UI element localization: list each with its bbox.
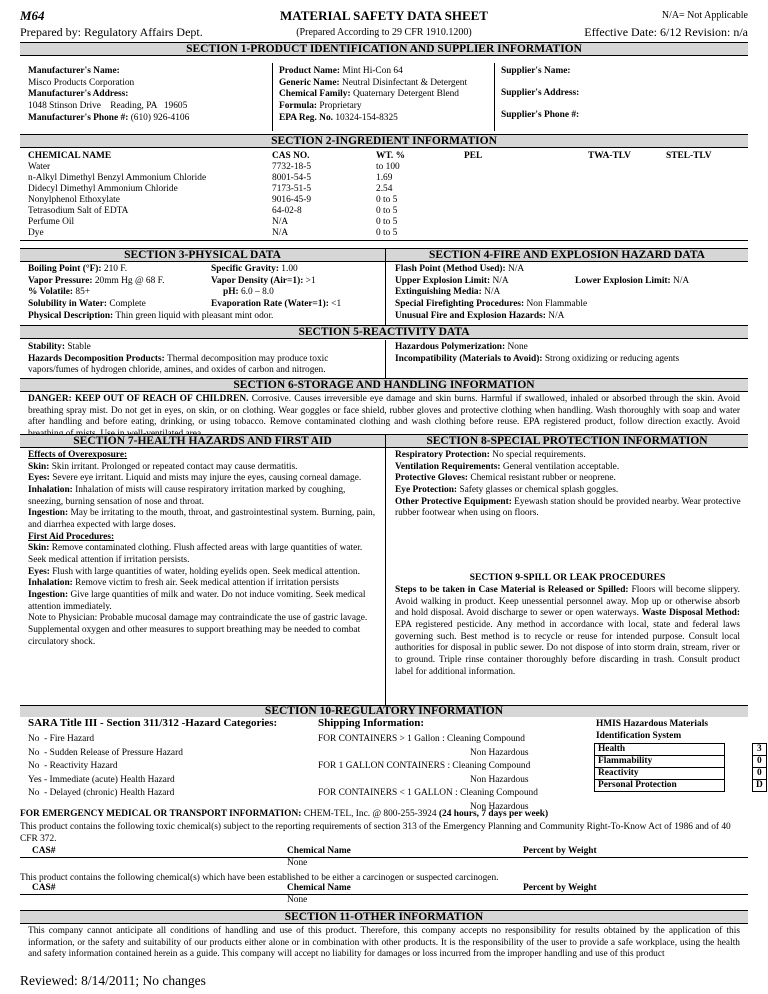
respiratory: No special requirements.: [492, 450, 586, 460]
fa-eyes: Flush with large quantities of water, holding eyelids open. Seek medical attention.: [52, 566, 360, 577]
hmis-row: Reactivity 0: [595, 768, 767, 780]
lel-label: Lower Explosion Limit:: [575, 275, 671, 286]
epa-number: 10324-154-8325: [335, 112, 398, 123]
uel: N/A: [492, 275, 509, 286]
formula: Proprietary: [319, 100, 362, 111]
shipping-list: [318, 733, 558, 814]
sara-title: SARA Title III - Section 311/312 -Hazard Categories:: [28, 717, 278, 729]
gloves: Chemical resistant rubber or neoprene.: [470, 473, 616, 484]
section-5-title: SECTION 5-REACTIVITY DATA: [20, 325, 748, 339]
fire-explosion-data: [395, 264, 745, 322]
family-label: Chemical Family:: [279, 89, 351, 100]
sara-item: No - Sudden Release of Pressure Hazard: [28, 747, 183, 758]
skin-label: Skin:: [28, 461, 50, 472]
flash-point: N/A: [508, 264, 525, 274]
ingredient-row: Didecyl Dimethyl Ammonium Chloride 7173-51-5 2.54: [28, 184, 393, 194]
section-11-title: SECTION 11-OTHER INFORMATION: [20, 910, 748, 924]
section-8-title: SECTION 8-SPECIAL PROTECTION INFORMATION: [386, 434, 748, 448]
sara-item: No - Fire Hazard: [28, 734, 95, 744]
decomposition-products: Thermal decomposition may produce toxic vapors/fumes of hydrogen chloride, amines, and oxides of carbon and nitrogen.: [28, 353, 329, 376]
extinguishing-media: N/A: [484, 287, 501, 298]
ingredient-table: [28, 151, 738, 239]
mfr-phone-label: Manufacturer's Phone #:: [28, 112, 129, 123]
volatile: 85+: [75, 287, 91, 298]
ingredient-row: Perfume Oil N/A 0 to 5: [28, 217, 398, 227]
other-info-text: This company cannot anticipate all conditions of handling and use of this product. Therefore, this company accepts no responsibility for results obtained by the application of this information, or the safety and suitability of our products either alone or in combination with other products. It is the responsibility of the user to provide a safe workplace, using the health and safety information contained herein as a guide. This company will accept no liability for damages or loss incurred from the improper handling and use of this product: [28, 926, 740, 960]
evaporation-label: Evaporation Rate (Water=1):: [211, 298, 329, 309]
col-pel: PEL: [464, 151, 483, 161]
epa-label: EPA Reg. No.: [279, 112, 333, 123]
ingestion-label: Ingestion:: [28, 508, 69, 519]
waste-disposal-label: Waste Disposal Method:: [641, 608, 741, 619]
danger-statement: DANGER: KEEP OUT OF REACH OF CHILDREN.: [28, 394, 249, 404]
emergency-label: FOR EMERGENCY MEDICAL OR TRANSPORT INFORMATION:: [20, 809, 302, 819]
spill-steps-label: Steps to be taken in Case Material is Released or Spilled:: [395, 585, 629, 595]
chem-name-label-1: Chemical Name: [287, 846, 351, 856]
ph-value: 6.0 – 8.0: [240, 287, 274, 298]
special-protection: [395, 450, 743, 520]
shipping-line: FOR 1 GALLON CONTAINERS : Cleaning Compound: [318, 761, 531, 771]
inhalation-label: Inhalation:: [28, 484, 73, 495]
hmis-title-1: HMIS Hazardous Materials: [596, 719, 708, 729]
section-313-text: This product contains the following toxic chemical(s) subject to the reporting requirements of section 313 of the Emergency Planning and Community Right-To-Know Act of 1986 and of 40 CFR 372.: [20, 822, 731, 844]
reactivity-right: [395, 342, 745, 365]
lel: N/A: [673, 275, 690, 286]
section-6-title: SECTION 6-STORAGE AND HANDLING INFORMATION: [20, 378, 748, 392]
sara-item: No - Reactivity Hazard: [28, 761, 118, 771]
ventilation: General ventilation acceptable.: [502, 461, 620, 472]
section-10-title: SECTION 10-REGULATORY INFORMATION: [20, 705, 748, 717]
product-label: Product Name:: [279, 66, 341, 76]
shipping-title: Shipping Information:: [318, 717, 425, 729]
generic-label: Generic Name:: [279, 77, 340, 88]
stability-label: Stability:: [28, 342, 65, 352]
fa-skin-label: Skin:: [28, 543, 50, 554]
ingredient-row: Water 7732-18-5 to 100: [28, 162, 400, 172]
supplier-phone-label: Supplier's Phone #:: [501, 110, 580, 120]
col-wt: WT. %: [376, 151, 405, 161]
vapor-pressure: 20mm Hg @ 68 F.: [94, 275, 165, 286]
section-9-title: SECTION 9-SPILL OR LEAK PROCEDURES: [469, 572, 666, 583]
eyes-effect: Severe eye irritant. Liquid and mists may injure the eyes, causing corneal damage.: [52, 473, 362, 484]
storage-text: Corrosive. Causes irreversible eye damage and skin burns. Harmful if swallowed, inhaled or absorbed through the skin. Avoid breathing spray mist. Do not get in eyes, on skin, or on clothing. Wear goggles or face shield, rubber gloves and protective clothing when handling. Wash thoroughly with soap and water after handling and before eating, drinking, or using tobacco. Remove contaminated clothing and wash clothing before reuse. EPA registered product, follow direction exactly. Avoid: [28, 394, 740, 428]
solubility: Complete: [109, 298, 146, 309]
firefighting-procedures: Non Flammable: [526, 298, 588, 309]
eye-protection-label: Eye Protection:: [395, 484, 458, 495]
specific-gravity-label: Specific Gravity:: [211, 264, 279, 274]
vapor-density-label: Vapor Density (Air=1):: [211, 275, 304, 286]
gloves-label: Protective Gloves:: [395, 473, 468, 484]
emergency-hours: (24 hours, 7 days per week): [438, 809, 549, 819]
emergency-contact: CHEM-TEL, Inc. @ 800-255-3924: [303, 809, 437, 819]
reviewed-note: Reviewed: 8/14/2011; No changes: [20, 973, 206, 988]
hmis-row: Personal Protection D: [595, 780, 767, 792]
shipping-line: FOR CONTAINERS < 1 GALLON : Cleaning Compound: [318, 788, 538, 798]
chemical-family: Quaternary Detergent Blend: [352, 89, 459, 100]
spill-steps: Floors will become slippery. Avoid walking in product. Keep unessential personnel away. Mop up or otherwise absorb and hold disposal. Avoid discharge to sewer or open waterways.: [395, 585, 741, 619]
supplier-address-label: Supplier's Address:: [501, 88, 580, 98]
doc-code: M64: [20, 8, 45, 23]
supplier-block: [501, 66, 741, 122]
ingredient-row: n-Alkyl Dimethyl Benzyl Ammonium Chloride 8001-54-5 1.69: [28, 173, 393, 183]
fa-skin: Remove contaminated clothing. Flush affected areas with large quantities of water. Seek medical attention if irritation persists.: [28, 543, 363, 565]
incompatibility: Strong oxidizing or reducing agents: [544, 353, 680, 364]
flash-point-label: Flash Point (Method Used):: [395, 264, 506, 274]
physician-note: Note to Physician: Probable mucosal damage may contraindicate the use of gastric lavage. Supplemental oxygen and other measures to support breathing may be needed to combat circulatory shock.: [28, 613, 368, 647]
percent-label-2: Percent by Weight: [523, 883, 597, 893]
reactivity-left: [28, 342, 380, 377]
uel-label: Upper Explosion Limit:: [395, 275, 491, 286]
physical-data: [28, 264, 383, 322]
ingestion-effect: May be irritating to the mouth, throat, and gastrointestinal system. Burning, pain, and diarrhea expected with large doses.: [28, 508, 376, 530]
shipping-status: Non Hazardous: [470, 747, 529, 758]
inhalation-effect: Inhalation of mists will cause respiratory irritation marked by coughing, sneezing, burning sensation of nose and throat.: [28, 484, 346, 507]
first-aid-title: First Aid Procedures:: [28, 531, 115, 542]
evaporation-rate: <1: [331, 298, 342, 309]
mfr-name-label: Manufacturer's Name:: [28, 66, 120, 76]
formula-label: Formula:: [279, 100, 318, 111]
polymerization: None: [507, 342, 528, 352]
hmis-table: [594, 743, 767, 792]
extinguishing-media-label: Extinguishing Media:: [395, 287, 482, 298]
unusual-hazards-label: Unusual Fire and Explosion Hazards:: [395, 310, 546, 321]
col-chemical-name: CHEMICAL NAME: [28, 151, 112, 161]
stability: Stable: [67, 342, 91, 352]
carcinogen-none: None: [287, 895, 308, 905]
eye-protection: Safety glasses or chemical splash goggles.: [459, 484, 619, 495]
prepared-by: Prepared by: Regulatory Affairs Dept.: [20, 25, 203, 39]
waste-disposal: EPA registered pesticide. Any method in accordance with local, state and federal laws governing such. Best method is to recycle or reuse for intended purpose. Consult local authorities for disposal in public sewer. Do not dispose of into storm drain, stream, river or to ground. Triple rinse container thoroughly before discarding in trash. Consult product label for additional information.: [395, 619, 740, 677]
boiling-point: 210 F.: [103, 264, 128, 274]
hmis-row: Flammability 0: [595, 756, 767, 768]
shipping-status: Non Hazardous: [470, 774, 529, 785]
section-1-title: SECTION 1-PRODUCT IDENTIFICATION AND SUPPLIER INFORMATION: [20, 42, 748, 56]
section-7-title: SECTION 7-HEALTH HAZARDS AND FIRST AID: [20, 434, 385, 448]
decomposition-label: Hazards Decomposition Products:: [28, 353, 165, 364]
fa-inhalation: Remove victim to fresh air. Seek medical attention if irritation persists: [75, 578, 339, 589]
effective-date: Effective Date: 6/12 Revision: n/a: [584, 25, 748, 39]
fa-inhalation-label: Inhalation:: [28, 578, 73, 589]
product-block: [279, 66, 494, 124]
col-stel: STEL-TLV: [666, 151, 712, 161]
physical-description-label: Physical Description:: [28, 310, 114, 321]
na-note: N/A= Not Applicable: [661, 10, 748, 21]
skin-effect: Skin irritant. Prolonged or repeated contact may cause dermatitis.: [51, 461, 298, 472]
fa-ingestion: Give large quantities of milk and water. Do not induce vomiting. Seek medical attention immediately.: [28, 589, 366, 612]
emergency-info: [20, 809, 748, 821]
carcinogen-text: This product contains the following chemical(s) which have been established to be either a carcinogen or suspected carcinogen.: [20, 873, 499, 883]
ventilation-label: Ventilation Requirements:: [395, 461, 501, 472]
mfr-address: 1048 Stinson Drive Reading, PA 19605: [28, 100, 188, 111]
boiling-point-label: Boiling Point (°F):: [28, 264, 102, 274]
hmis-row: Health 3: [595, 744, 767, 756]
fa-eyes-label: Eyes:: [28, 566, 50, 577]
sara-item: No - Delayed (chronic) Health Hazard: [28, 788, 175, 798]
supplier-name-label: Supplier's Name:: [501, 66, 571, 76]
section-2-title: SECTION 2-INGREDIENT INFORMATION: [20, 134, 748, 148]
sara-item: Yes - Immediate (acute) Health Hazard: [28, 774, 175, 785]
col-cas: CAS NO.: [272, 151, 310, 161]
prepared-according: (Prepared According to 29 CFR 1910.1200): [296, 27, 472, 38]
product-name: Mint Hi-Con 64: [342, 66, 403, 76]
solubility-label: Solubility in Water:: [28, 298, 108, 309]
health-hazards: [28, 450, 380, 648]
hmis-title-2: Identification System: [596, 731, 682, 741]
doc-title: MATERIAL SAFETY DATA SHEET: [280, 8, 488, 23]
sara-list: [28, 733, 183, 801]
toxic-none: None: [287, 858, 308, 868]
physical-description: Thin green liquid with pleasant mint odor.: [115, 310, 274, 321]
other-equipment-label: Other Protective Equipment:: [395, 496, 512, 507]
shipping-line: FOR CONTAINERS > 1 Gallon : Cleaning Compound: [318, 734, 525, 744]
cas-label-2: CAS#: [32, 883, 56, 893]
ph-label: pH:: [223, 287, 239, 298]
ingredient-row: Dye N/A 0 to 5: [28, 228, 398, 238]
respiratory-label: Respiratory Protection:: [395, 450, 490, 460]
vapor-pressure-label: Vapor Pressure:: [28, 275, 93, 286]
spill-procedures: [395, 585, 740, 678]
cas-label-1: CAS#: [32, 846, 56, 856]
percent-label-1: Percent by Weight: [523, 846, 597, 856]
unusual-hazards: N/A: [548, 310, 565, 321]
chem-name-label-2: Chemical Name: [287, 883, 351, 893]
vapor-density: >1: [305, 275, 316, 286]
eyes-label: Eyes:: [28, 473, 50, 484]
firefighting-label: Special Firefighting Procedures:: [395, 298, 525, 309]
effects-title: Effects of Overexposure:: [28, 450, 128, 460]
hmis-title: [596, 718, 708, 742]
fa-ingestion-label: Ingestion:: [28, 589, 69, 600]
mfr-address-label: Manufacturer's Address:: [28, 89, 129, 100]
section-3-title: SECTION 3-PHYSICAL DATA: [20, 248, 385, 262]
other-equipment: Eyewash station should be provided nearby. Wear protective rubber footwear when using on floors.: [395, 496, 741, 519]
generic-name: Neutral Disinfectant & Detergent: [342, 77, 468, 88]
ingredient-row: Tetrasodium Salt of EDTA 64-02-8 0 to 5: [28, 206, 398, 216]
polymerization-label: Hazardous Polymerization:: [395, 342, 506, 352]
ingredient-row: Nonylphenol Ethoxylate 9016-45-9 0 to 5: [28, 195, 398, 205]
manufacturer-block: [28, 66, 273, 124]
volatile-label: % Volatile:: [28, 287, 74, 298]
col-twa: TWA-TLV: [588, 151, 631, 161]
section-4-title: SECTION 4-FIRE AND EXPLOSION HAZARD DATA: [386, 248, 748, 262]
mfr-phone: (610) 926-4106: [130, 112, 190, 123]
specific-gravity: 1.00: [281, 264, 298, 274]
mfr-name: Misco Products Corporation: [28, 77, 135, 88]
shipping-status: Non Hazardous: [470, 801, 529, 812]
incompatibility-label: Incompatibility (Materials to Avoid):: [395, 353, 543, 364]
